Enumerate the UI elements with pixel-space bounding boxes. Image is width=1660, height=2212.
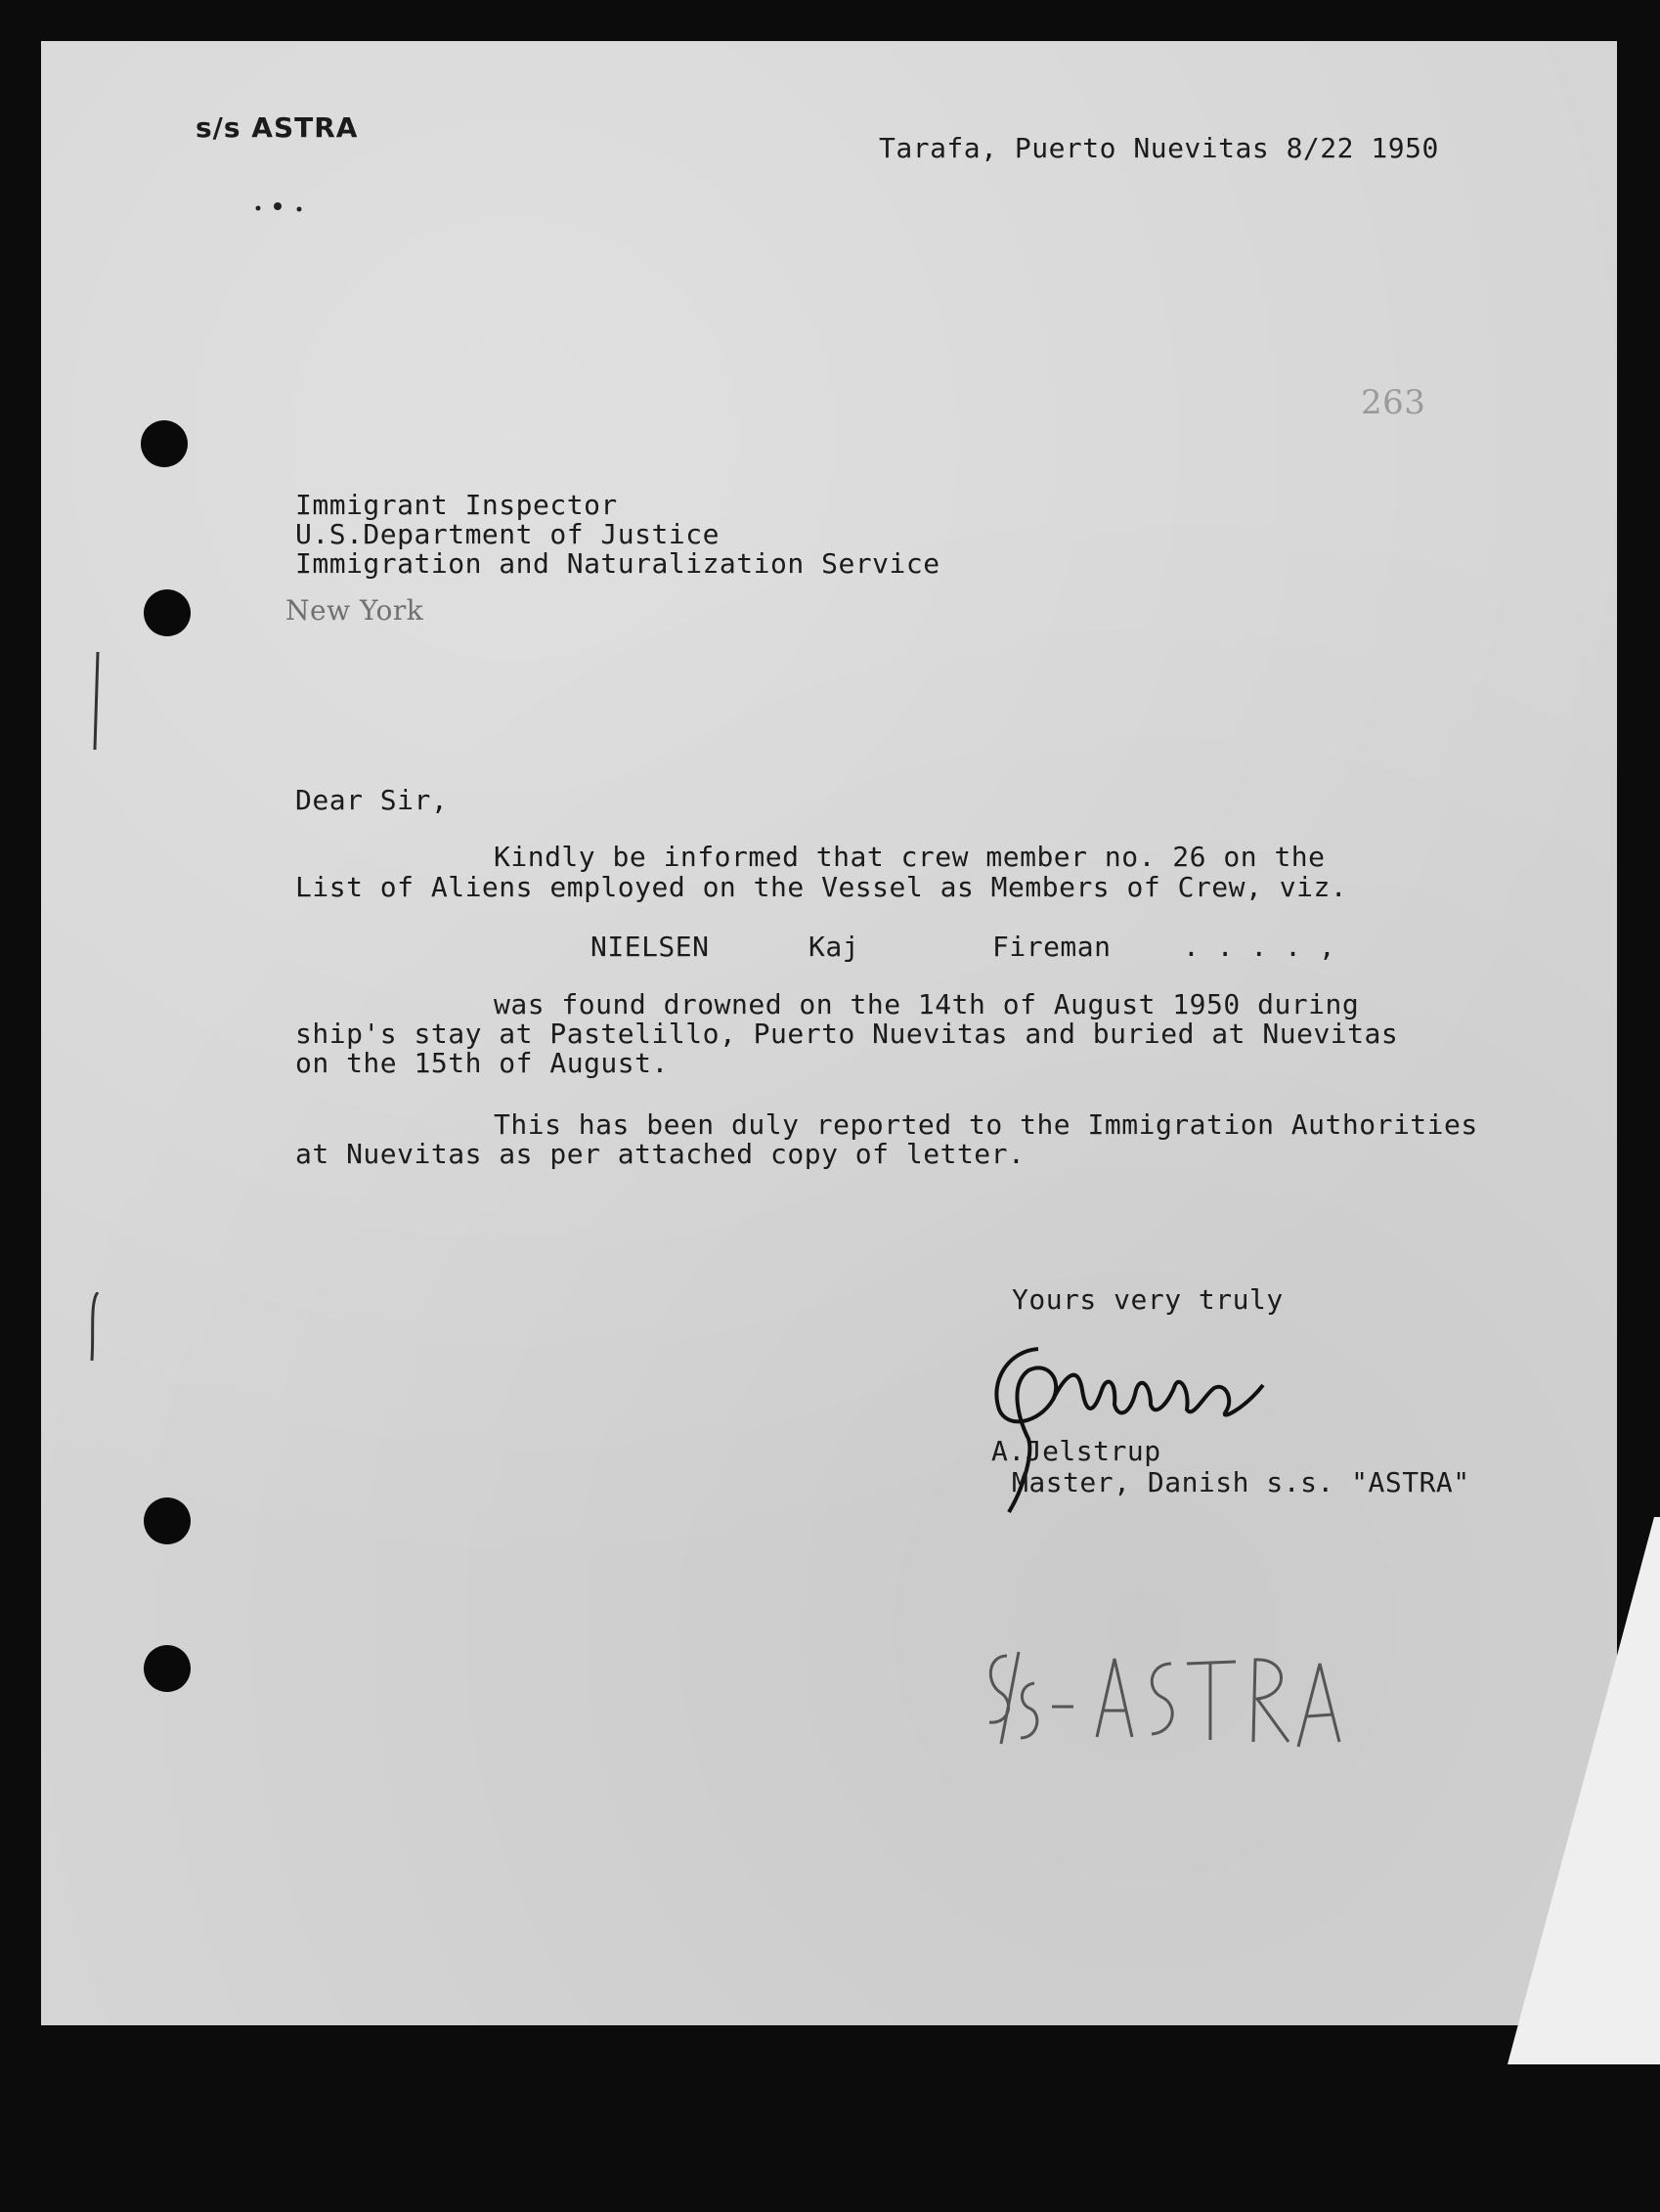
recipient-city: New York (285, 594, 424, 627)
letterhead: s/s ASTRA (196, 111, 359, 144)
body-line: This has been duly reported to the Immigration Authorities (494, 1108, 1478, 1141)
signer-title: Master, Danish s.s. "ASTRA" (1012, 1466, 1470, 1498)
punch-hole (141, 420, 188, 467)
punch-hole (144, 1645, 191, 1692)
body-line: at Nuevitas as per attached copy of letter. (295, 1138, 1026, 1170)
signature (970, 1331, 1302, 1531)
body-line: on the 15th of August. (295, 1047, 669, 1079)
margin-mark (88, 1292, 102, 1365)
crew-first-name: Kaj (808, 931, 860, 963)
margin-mark (92, 652, 102, 754)
crew-rank: Fireman (992, 931, 1112, 963)
closing: Yours very truly (1012, 1283, 1284, 1316)
recipient-line: Immigration and Naturalization Service (295, 547, 940, 580)
body-line: Kindly be informed that crew member no. 26 on the (494, 841, 1326, 873)
body-line: List of Aliens employed on the Vessel as Members of Crew, viz. (295, 871, 1348, 903)
recipient-line: U.S.Department of Justice (295, 518, 720, 550)
signer-name: A.Jelstrup (991, 1435, 1161, 1467)
crew-trailing: . . . . , (1183, 931, 1336, 963)
punch-hole (144, 1497, 191, 1544)
body-line: was found drowned on the 14th of August 1950 during (494, 988, 1360, 1020)
typewriter-dots (254, 199, 313, 218)
punch-hole (144, 589, 191, 636)
handwritten-note (980, 1644, 1390, 1795)
body-line: ship's stay at Pastelillo, Puerto Nuevitas and buried at Nuevitas (295, 1018, 1399, 1050)
recipient-line: Immigrant Inspector (295, 489, 618, 521)
folded-corner (1507, 1517, 1660, 2064)
salutation: Dear Sir, (295, 784, 449, 816)
crew-surname: NIELSEN (590, 931, 710, 963)
place-date: Tarafa, Puerto Nuevitas 8/22 1950 (879, 132, 1439, 164)
file-number-stamp: 263 (1361, 383, 1426, 422)
letter-sheet (41, 41, 1617, 2025)
